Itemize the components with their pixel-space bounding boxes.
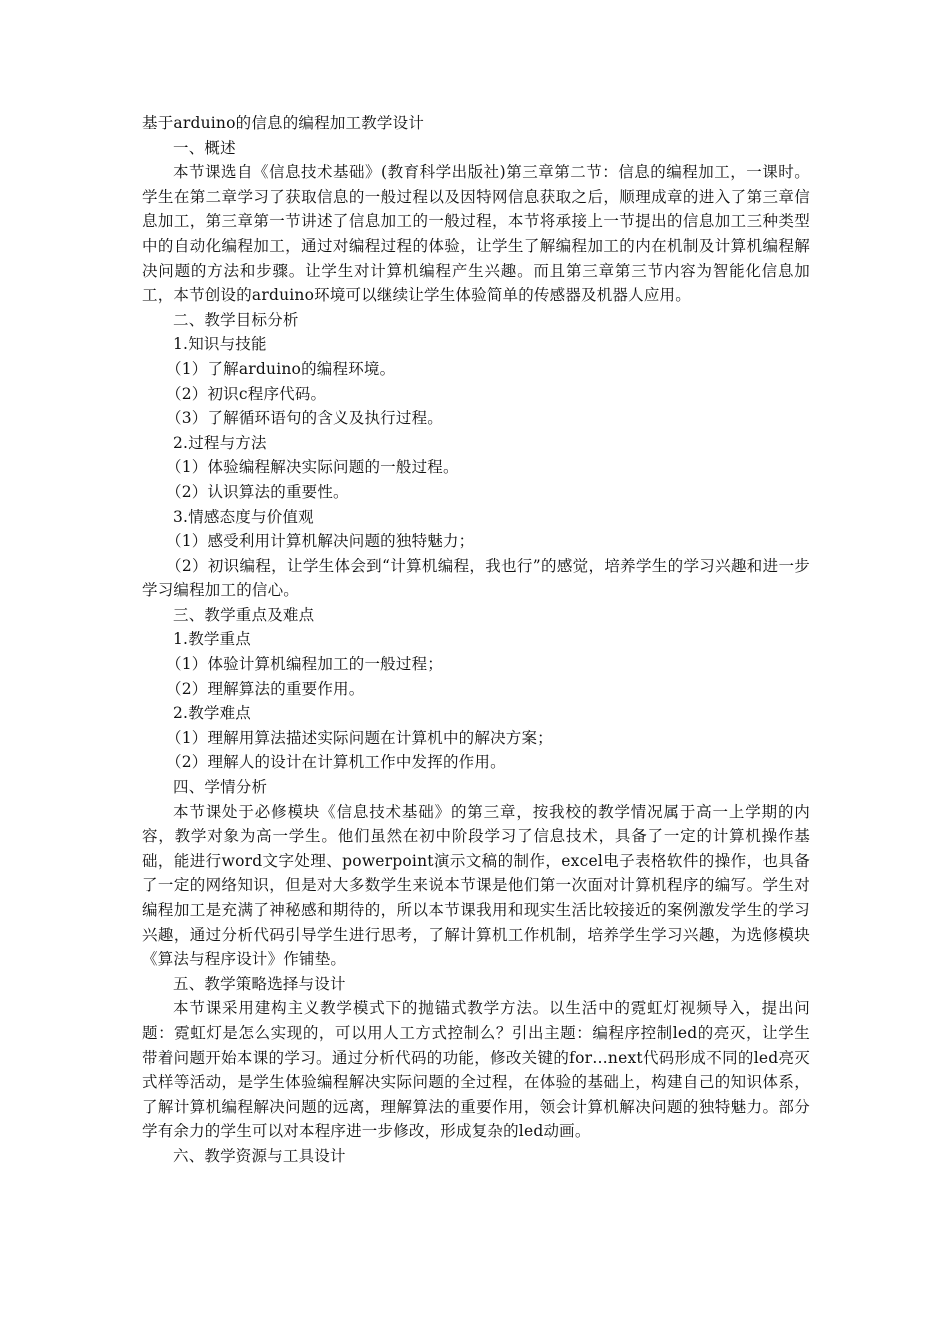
list-item: （1）体验计算机编程加工的一般过程；	[166, 655, 443, 674]
list-item: （2）理解人的设计在计算机工作中发挥的作用。	[166, 753, 506, 772]
list-item: （1）了解arduino的编程环境。	[166, 359, 396, 378]
list-item: （2）初识编程，让学生体会到“计算机编程，我也行”的感觉，培养学生的学习兴趣和进一步学习编程加工的信心。	[142, 556, 810, 600]
subheading-attitude-values: 3.情感态度与价值观	[173, 507, 314, 526]
section-heading-learner-analysis: 四、学情分析	[173, 778, 268, 797]
subheading-focus: 1.教学重点	[173, 630, 251, 649]
document-title: 基于arduino的信息的编程加工教学设计	[142, 114, 425, 132]
section-heading-key-points: 三、教学重点及难点	[173, 605, 315, 624]
list-item: （1）理解用算法描述实际问题在计算机中的解决方案；	[166, 728, 553, 747]
section-heading-strategy: 五、教学策略选择与设计	[173, 974, 346, 993]
section-heading-objectives: 二、教学目标分析	[173, 310, 299, 329]
list-item: （2）认识算法的重要性。	[166, 482, 349, 501]
subheading-knowledge-skills: 1.知识与技能	[173, 335, 267, 354]
section-heading-overview: 一、概述	[173, 138, 236, 157]
learner-analysis-paragraph: 本节课处于必修模块《信息技术基础》的第三章，按我校的教学情况属于高一上学期的内容，教学对象为高一学生。他们虽然在初中阶段学习了信息技术，具备了一定的计算机操作基础，能进行word文字处理、powerpoint演示文稿的制作，excel电子表格软件的操作，也具备了一定的网络知识，但是对大多数学生来说本节课是他们第一次面对计算机程序的编写。学生对编程加工是充满了神秘感和期待的，所以本节课我用和现实生活比较接近的案例激发学生的学习兴趣，通过分析代码引导学生进行思考，了解计算机工作机制，培养学生学习兴趣，为选修模块《算法与程序设计》作铺垫。	[142, 802, 810, 969]
list-item: （3）了解循环语句的含义及执行过程。	[166, 409, 443, 428]
list-item: （1）感受利用计算机解决问题的独特魅力；	[166, 532, 475, 551]
document-body	[142, 111, 810, 1169]
list-item: （2）初识c程序代码。	[166, 384, 327, 403]
subheading-difficulties: 2.教学难点	[173, 704, 251, 723]
section-heading-resources: 六、教学资源与工具设计	[173, 1146, 346, 1165]
subheading-process-method: 2.过程与方法	[173, 433, 267, 452]
strategy-paragraph: 本节课采用建构主义教学模式下的抛锚式教学方法。以生活中的霓虹灯视频导入，提出问题：霓虹灯是怎么实现的，可以用人工方式控制么？引出主题：编程序控制led的亮灭，让学生带着问题开始本课的学习。通过分析代码的功能，修改关键的for…next代码形成不同的led亮灭式样等活动，是学生体验编程解决实际问题的全过程，在体验的基础上，构建自己的知识体系，了解计算机编程解决问题的远离，理解算法的重要作用，领会计算机解决问题的独特魅力。部分学有余力的学生可以对本程序进一步修改，形成复杂的led动画。	[142, 999, 810, 1141]
list-item: （1）体验编程解决实际问题的一般过程。	[166, 458, 459, 477]
list-item: （2）理解算法的重要作用。	[166, 679, 365, 698]
overview-paragraph: 本节课选自《信息技术基础》(教育科学出版社)第三章第二节：信息的编程加工，一课时。学生在第二章学习了获取信息的一般过程以及因特网信息获取之后，顺理成章的进入了第三章信息加工，第三章第一节讲述了信息加工的一般过程，本节将承接上一节提出的信息加工三种类型中的自动化编程加工，通过对编程过程的体验，让学生了解编程加工的内在机制及计算机编程解决问题的方法和步骤。让学生对计算机编程产生兴趣。而且第三章第三节内容为智能化信息加工，本节创设的arduino环境可以继续让学生体验简单的传感器及机器人应用。	[142, 163, 810, 305]
